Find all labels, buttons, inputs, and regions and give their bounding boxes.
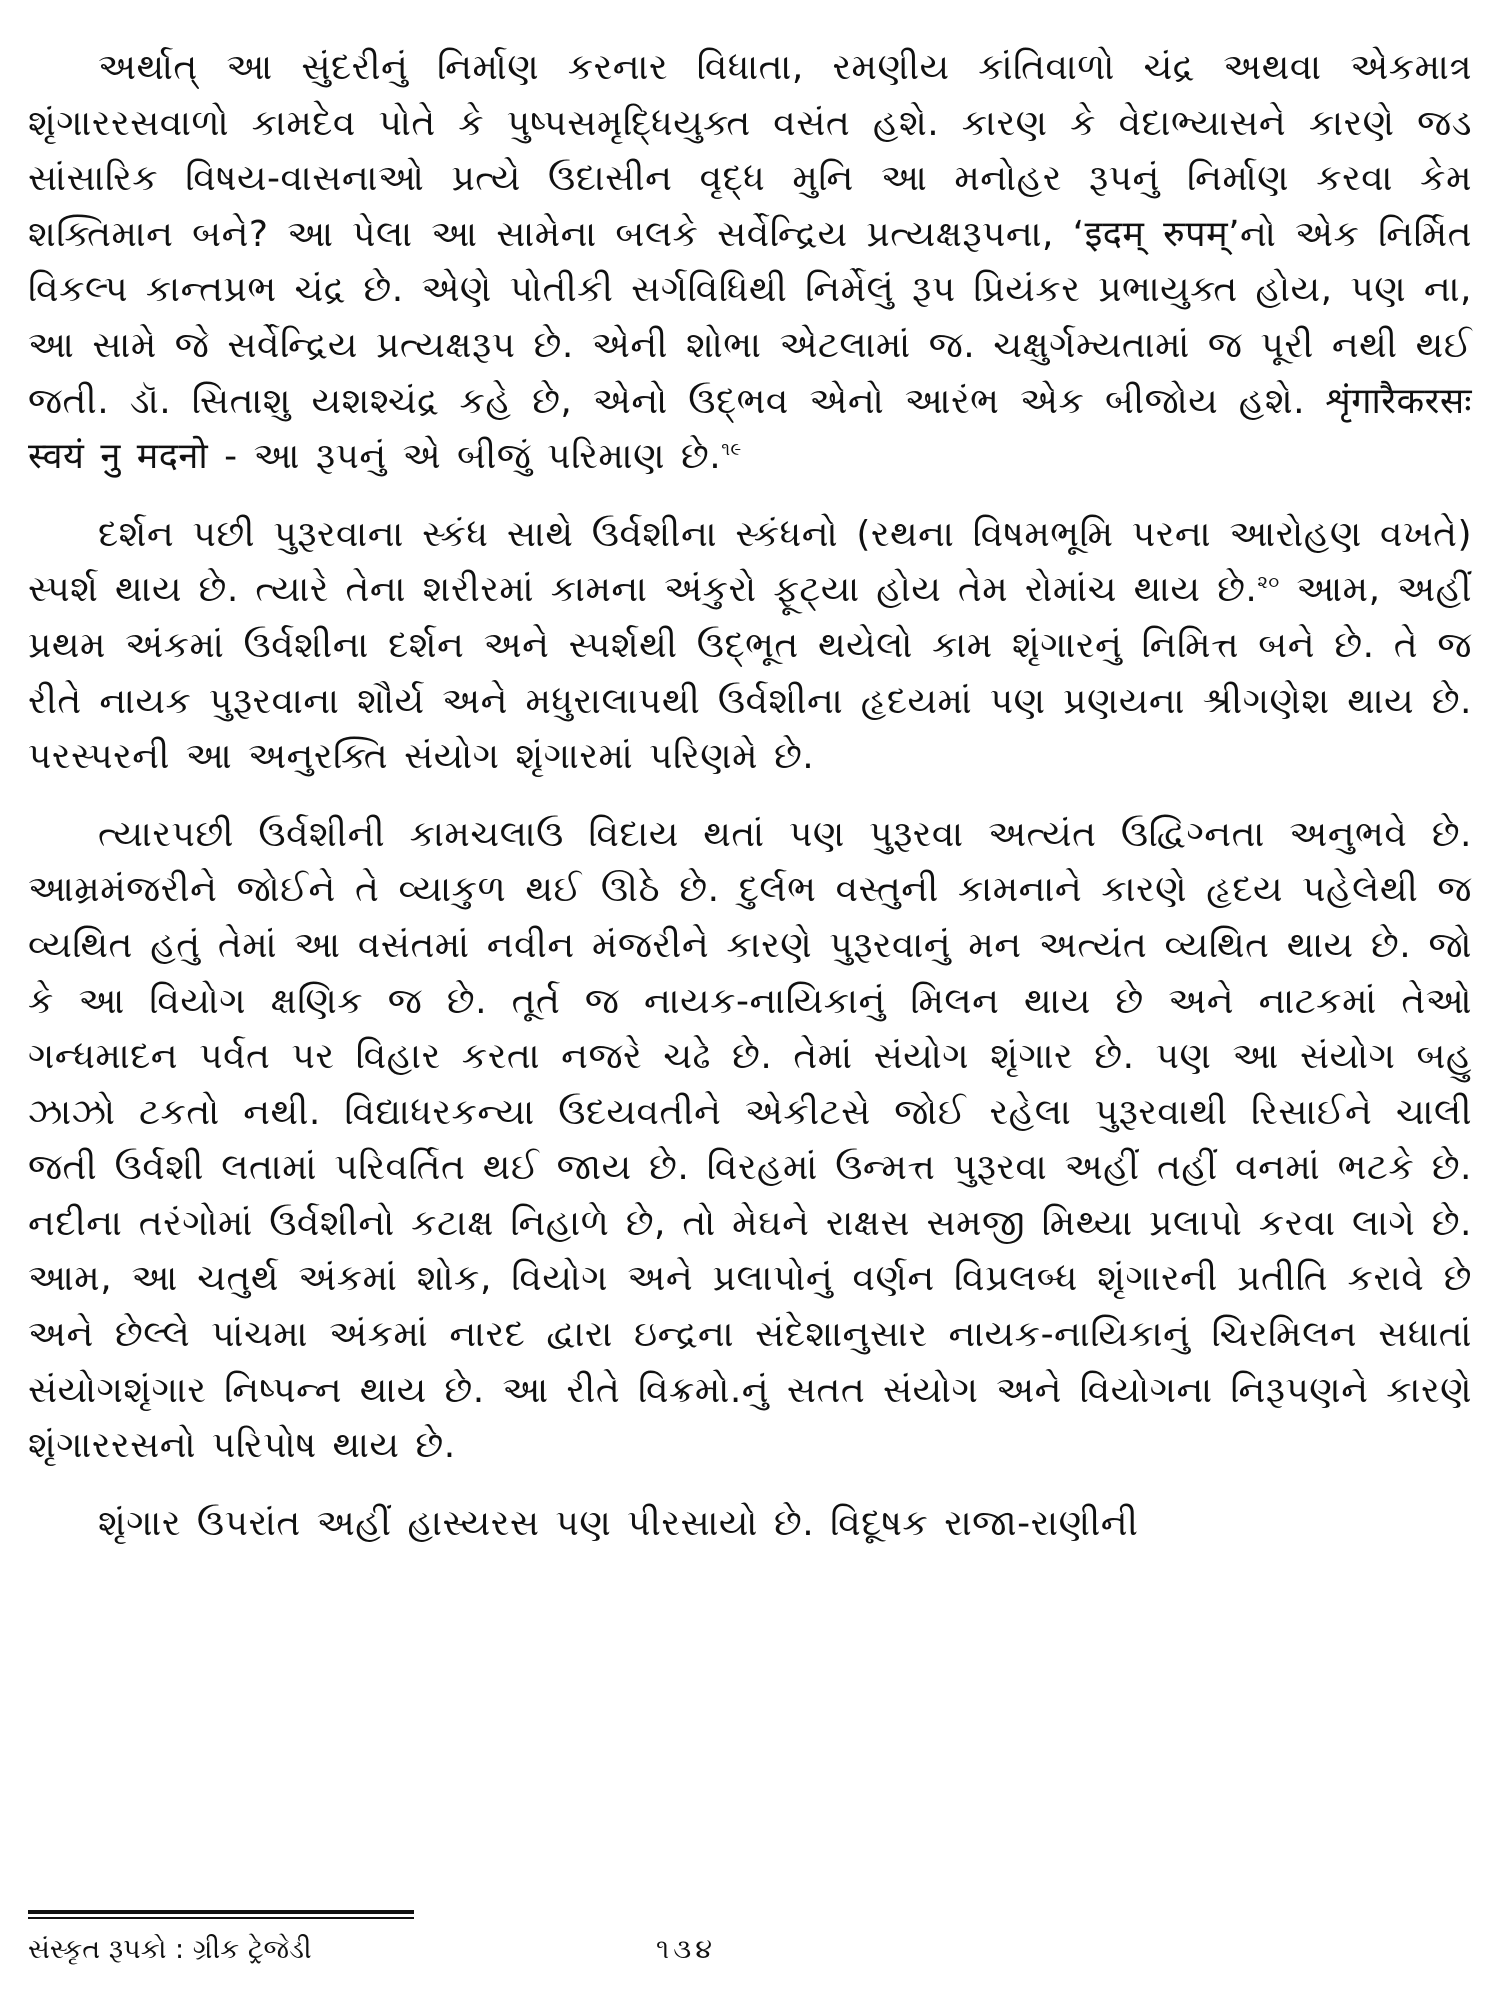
paragraph-3 — [28, 807, 1472, 1474]
footer-rule-thick — [28, 1910, 414, 1914]
footnote-marker-19[interactable]: ૧૯ — [721, 439, 742, 461]
paragraph-2-text-b: આમ, અહીં પ્રથમ અંકમાં ઉર્વશીના દર્શન અને સ્પર્શથી ઉદ્‌ભૂત થયેલો કામ શૃંગારનું નિમિત્ત બને છે. તે જ રીતે નાયક પુરૂરવાના શૌર્ય અને મધુરાલાપથી ઉર્વશીના હૃદયમાં પણ પ્રણયના શ્રીગણેશ થાય છે. પરસ્પરની આ અનુરક્તિ સંયોગ શૃંગારમાં પરિણમે છે. — [28, 569, 1472, 778]
footer-rule — [28, 1910, 414, 1919]
document-page — [28, 40, 1472, 1970]
paragraph-1-text: અર્થાત્ આ સુંદરીનું નિર્માણ કરનાર વિધાતા, રમણીય કાંતિવાળો ચંદ્ર અથવા એકમાત્ર શૃંગારરસવાળો કામદેવ પોતે કે પુષ્પસમૃદ્ધિયુક્ત વસંત હશે. કારણ કે વેદાભ્યાસને કારણે જડ સાંસારિક વિષય-વાસનાઓ પ્રત્યે ઉદાસીન વૃદ્ધ મુનિ આ મનોહર રૂપનું નિર્માણ કરવા કેમ શક્તિમાન બને? આ પેલા આ સામેના બલકે સર્વેન્દ્રિય પ્રત્યક્ષરૂપના, ‘इदम् रुपम्’નો એક નિર્મિત વિકલ્પ કાન્તપ્રભ ચંદ્ર છે. એણે પોતીકી સર્ગવિધિથી નિર્મેલું રૂપ પ્રિયંકર પ્રભાયુક્ત હોય, પણ ના, આ સામે જે સર્વેન્દ્રિય પ્રત્યક્ષરૂપ છે. એની શોભા એટલામાં જ. ચક્ષુર્ગમ્યતામાં જ પૂરી નથી થઈ જતી. ડૉ. સિતાશુ યશશ્ચંદ્ર કહે છે, એનો ઉદ્‌ભવ એનો આરંભ એક બીજોય હશે. शृंगारैकरसः स्वयं नु मदनो - આ રૂપનું એ બીજું પરિમાણ છે. — [28, 47, 1472, 478]
footer-book-title: સંસ્કૃત રૂપકો : ગ્રીક ટ્રેજેડી — [28, 1934, 312, 1965]
paragraph-4-text: શૃંગાર ઉપરાંત અહીં હાસ્યરસ પણ પીરસાયો છે. વિદૂષક રાજા-રાણીની — [98, 1502, 1139, 1544]
paragraph-2 — [28, 507, 1472, 785]
page-number: ૧૩૪ — [656, 1934, 716, 1965]
footer-rule-thin — [28, 1917, 414, 1919]
paragraph-2-text-a: દર્શન પછી પુરૂરવાના સ્કંધ સાથે ઉર્વશીના સ્કંધનો (રથના વિષમભૂમિ પરના આરોહણ વખતે) સ્પર્શ થાય છે. ત્યારે તેના શરીરમાં કામના અંકુરો ફૂટ્યા હોય તેમ રોમાંચ થાય છે. — [28, 513, 1472, 611]
paragraph-4 — [28, 1496, 1472, 1552]
paragraph-1 — [28, 40, 1472, 485]
paragraph-3-text: ત્યારપછી ઉર્વશીની કામચલાઉ વિદાય થતાં પણ પુરૂરવા અત્યંત ઉદ્વિગ્નતા અનુભવે છે. આમ્રમંજરીને જોઈને તે વ્યાકુળ થઈ ઊઠે છે. દુર્લભ વસ્તુની કામનાને કારણે હૃદય પહેલેથી જ વ્યથિત હતું તેમાં આ વસંતમાં નવીન મંજરીને કારણે પુરૂરવાનું મન અત્યંત વ્યથિત થાય છે. જો કે આ વિયોગ ક્ષણિક જ છે. તૂર્ત જ નાયક-નાયિકાનું મિલન થાય છે અને નાટકમાં તેઓ ગન્ધમાદન પર્વત પર વિહાર કરતા નજરે ચઢે છે. તેમાં સંયોગ શૃંગાર છે. પણ આ સંયોગ બહુ ઝાઝો ટકતો નથી. વિદ્યાધરકન્યા ઉદયવતીને એકીટસે જોઈ રહેલા પુરૂરવાથી રિસાઈને ચાલી જતી ઉર્વશી લતામાં પરિવર્તિત થઈ જાય છે. વિરહમાં ઉન્મત્ત પુરૂરવા અહીં તહીં વનમાં ભટકે છે. નદીના તરંગોમાં ઉર્વશીનો કટાક્ષ નિહાળે છે, તો મેઘને રાક્ષસ સમજી મિથ્યા પ્રલાપો કરવા લાગે છે. આમ, આ ચતુર્થ અંકમાં શોક, વિયોગ અને પ્રલાપોનું વર્ણન વિપ્રલબ્ધ શૃંગારની પ્રતીતિ કરાવે છે અને છેલ્લે પાંચમા અંકમાં નારદ દ્વારા ઇન્દ્રના સંદેશાનુસાર નાયક-નાયિકાનું ચિરમિલન સધાતાં સંયોગશૃંગાર નિષ્પન્ન થાય છે. આ રીતે વિક્રમો.નું સતત સંયોગ અને વિયોગના નિરૂપણને કારણે શૃંગારરસનો પરિપોષ થાય છે. — [28, 813, 1472, 1467]
footnote-marker-20[interactable]: ૨૦ — [1257, 572, 1280, 594]
